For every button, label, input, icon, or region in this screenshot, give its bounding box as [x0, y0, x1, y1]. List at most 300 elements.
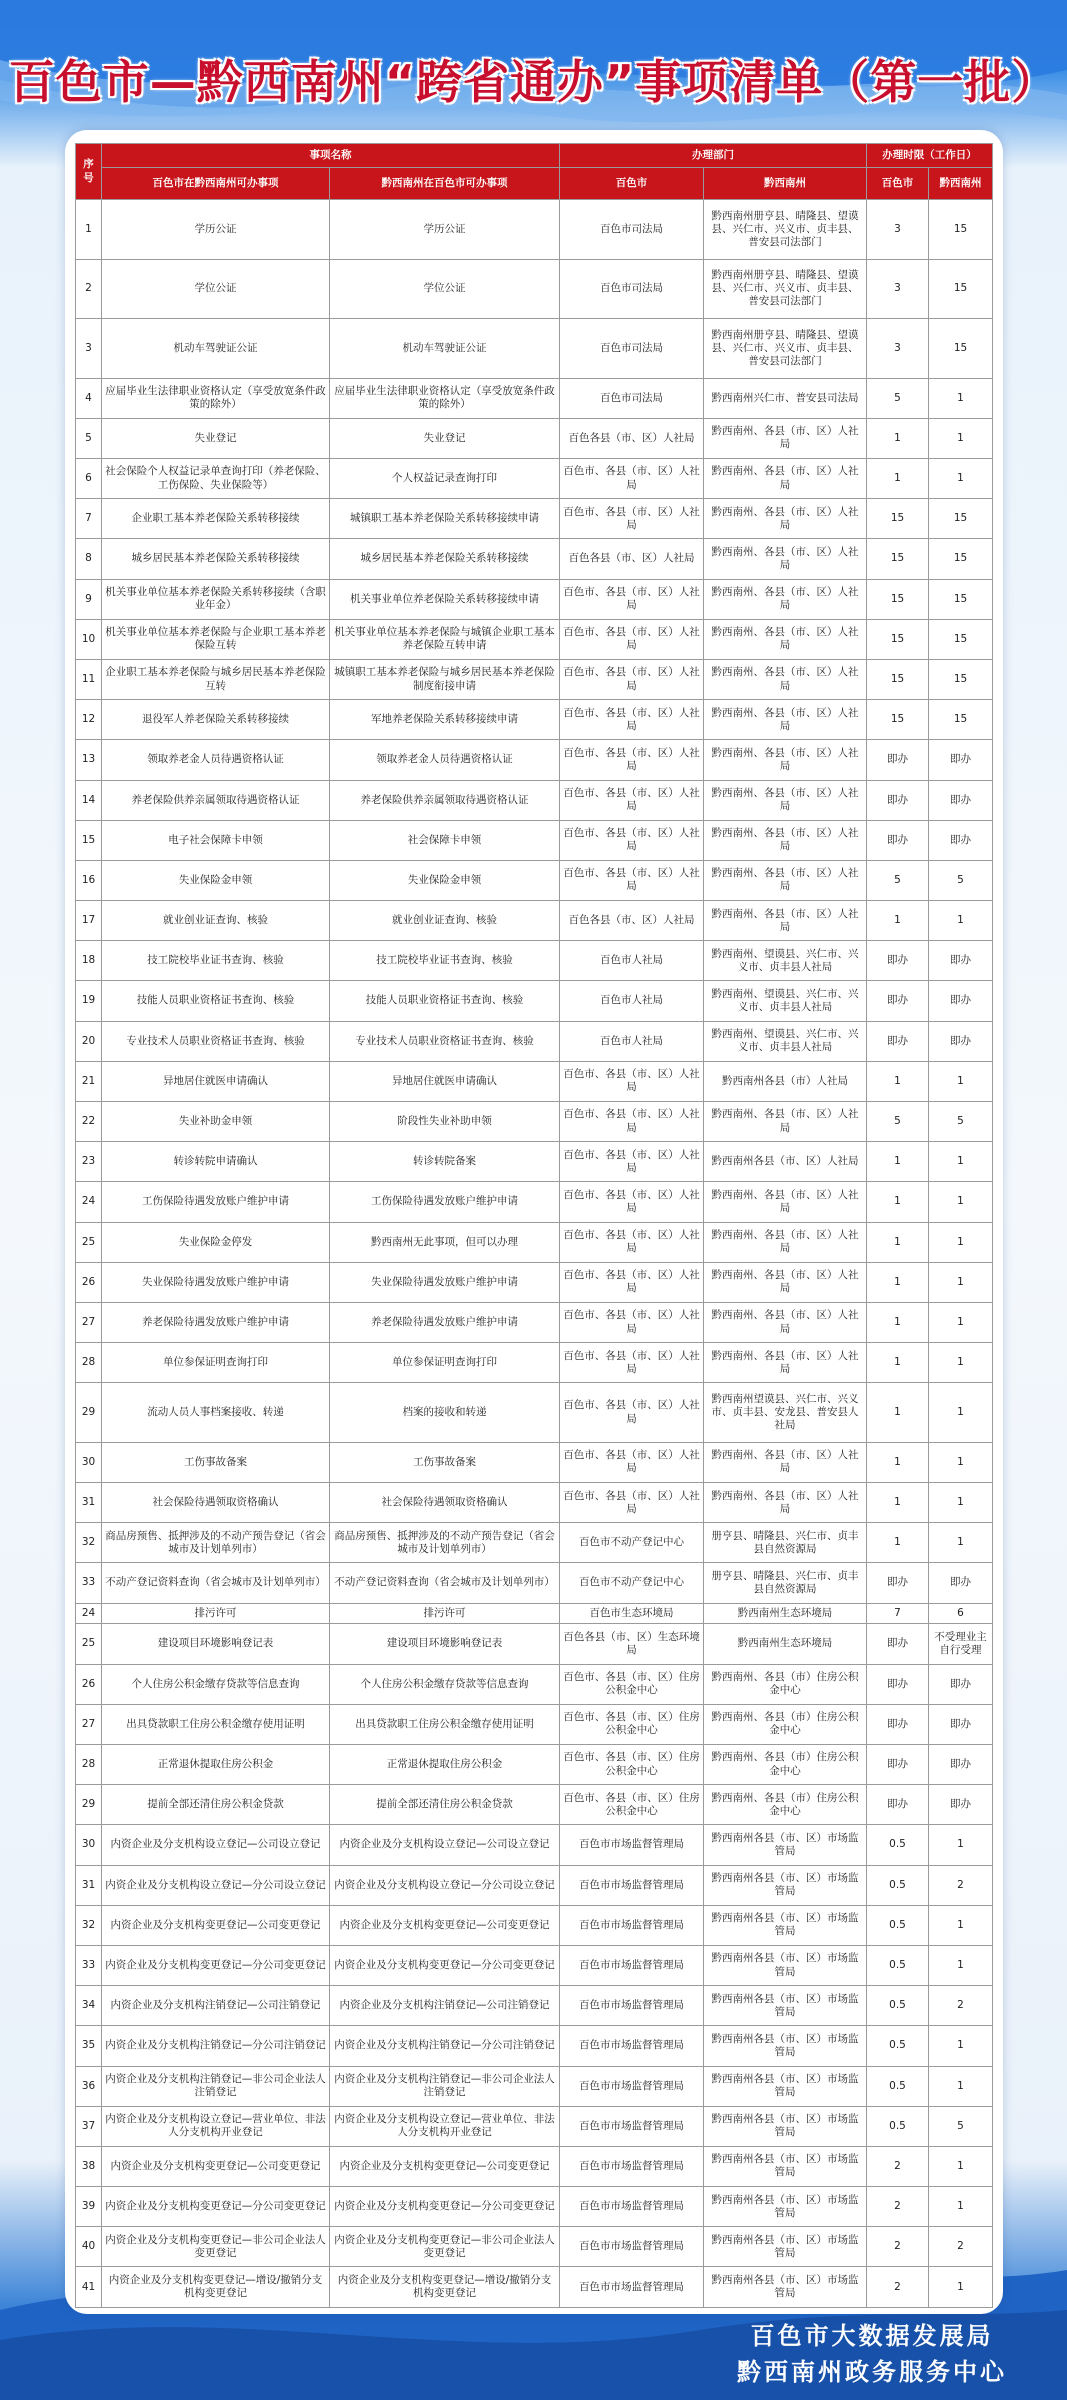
table-row	[76, 319, 993, 379]
time-qianxinan-cell: 2	[929, 1865, 993, 1905]
dept-qianxinan-cell: 黔西南州各县（市、区）市场监管局	[704, 1905, 867, 1945]
dept-qianxinan-cell: 黔西南州各县（市）人社局	[704, 1061, 867, 1101]
table-body	[76, 200, 993, 2308]
row-seq: 39	[76, 2187, 102, 2227]
dept-baise-cell: 百色市市场监督管理局	[560, 2267, 704, 2308]
table-row	[76, 1624, 993, 1664]
item-baise-cell: 养老保险待遇发放账户维护申请	[102, 1302, 330, 1342]
table-row	[76, 941, 993, 981]
page-title: 百色市—黔西南州“跨省通办”事项清单（第一批）	[8, 55, 1059, 109]
row-seq: 11	[76, 659, 102, 699]
table-row	[76, 1021, 993, 1061]
dept-baise-cell: 百色市市场监督管理局	[560, 2106, 704, 2146]
table-row	[76, 1785, 993, 1825]
time-qianxinan-cell: 15	[929, 200, 993, 260]
time-qianxinan-cell: 1	[929, 1523, 993, 1563]
item-qianxinan-cell: 提前全部还清住房公积金贷款	[330, 1785, 560, 1825]
dept-baise-cell: 百色市、各县（市、区）人社局	[560, 820, 704, 860]
time-baise-cell: 1	[867, 418, 929, 458]
dept-baise-cell: 百色市、各县（市、区）人社局	[560, 700, 704, 740]
row-seq: 16	[76, 860, 102, 900]
row-seq: 33	[76, 1945, 102, 1985]
dept-qianxinan-cell: 黔西南州、各县（市、区）人社局	[704, 780, 867, 820]
dept-baise-cell: 百色各县（市、区）生态环境局	[560, 1624, 704, 1664]
time-baise-cell: 15	[867, 700, 929, 740]
item-qianxinan-cell: 领取养老金人员待遇资格认证	[330, 740, 560, 780]
time-qianxinan-cell: 15	[929, 499, 993, 539]
dept-qianxinan-cell: 黔西南州各县（市、区）人社局	[704, 1142, 867, 1182]
item-qianxinan-cell: 内资企业及分支机构设立登记—分公司设立登记	[330, 1865, 560, 1905]
dept-qianxinan-cell: 黔西南州、各县（市、区）人社局	[704, 1222, 867, 1262]
table-row	[76, 418, 993, 458]
table-row	[76, 579, 993, 619]
dept-qianxinan-cell: 黔西南州、各县（市）住房公积金中心	[704, 1704, 867, 1744]
item-baise-cell: 内资企业及分支机构设立登记—营业单位、非法人分支机构开业登记	[102, 2106, 330, 2146]
dept-qianxinan-cell: 黔西南州、各县（市、区）人社局	[704, 820, 867, 860]
time-baise-cell: 3	[867, 259, 929, 319]
footer-organizations	[737, 2318, 1007, 2390]
item-baise-cell: 就业创业证查询、核验	[102, 901, 330, 941]
time-qianxinan-cell: 2	[929, 1986, 993, 2026]
dept-baise-cell: 百色市不动产登记中心	[560, 1563, 704, 1603]
time-qianxinan-cell: 15	[929, 700, 993, 740]
footer-org-qianxinan: 黔西南州政务服务中心	[737, 2358, 1007, 2386]
item-baise-cell: 专业技术人员职业资格证书查询、核验	[102, 1021, 330, 1061]
item-qianxinan-cell: 机关事业单位养老保险关系转移接续申请	[330, 579, 560, 619]
table-row	[76, 1664, 993, 1704]
table-row	[76, 2146, 993, 2186]
time-qianxinan-cell: 1	[929, 2267, 993, 2308]
item-baise-cell: 技工院校毕业证书查询、核验	[102, 941, 330, 981]
dept-qianxinan-cell: 黔西南州册亨县、晴隆县、望谟县、兴仁市、兴义市、贞丰县、普安县司法部门	[704, 319, 867, 379]
item-qianxinan-cell: 内资企业及分支机构变更登记—非公司企业法人变更登记	[330, 2227, 560, 2267]
item-qianxinan-cell: 内资企业及分支机构注销登记—公司注销登记	[330, 1986, 560, 2026]
time-qianxinan-cell: 1	[929, 459, 993, 499]
item-qianxinan-cell: 社会保险待遇领取资格确认	[330, 1483, 560, 1523]
time-baise-cell: 1	[867, 1302, 929, 1342]
time-baise-cell: 15	[867, 539, 929, 579]
table-row	[76, 1563, 993, 1603]
time-qianxinan-cell: 1	[929, 1142, 993, 1182]
dept-qianxinan-cell: 黔西南州各县（市、区）市场监管局	[704, 2106, 867, 2146]
dept-baise-cell: 百色市、各县（市、区）人社局	[560, 1061, 704, 1101]
time-baise-cell: 1	[867, 1061, 929, 1101]
dept-baise-cell: 百色市、各县（市、区）人社局	[560, 1222, 704, 1262]
time-qianxinan-cell: 2	[929, 2227, 993, 2267]
header-seq: 序号	[76, 144, 102, 200]
dept-qianxinan-cell: 黔西南州生态环境局	[704, 1603, 867, 1624]
time-baise-cell: 1	[867, 1442, 929, 1482]
time-baise-cell: 5	[867, 378, 929, 418]
header-item-baise: 百色市在黔西南州可办事项	[102, 168, 330, 200]
item-baise-cell: 电子社会保障卡申领	[102, 820, 330, 860]
item-qianxinan-cell: 异地居住就医申请确认	[330, 1061, 560, 1101]
row-seq: 20	[76, 1021, 102, 1061]
dept-qianxinan-cell: 黔西南州、望谟县、兴仁市、兴义市、贞丰县人社局	[704, 981, 867, 1021]
item-qianxinan-cell: 就业创业证查询、核验	[330, 901, 560, 941]
item-baise-cell: 社会保险待遇领取资格确认	[102, 1483, 330, 1523]
time-baise-cell: 即办	[867, 1664, 929, 1704]
time-baise-cell: 1	[867, 1142, 929, 1182]
item-qianxinan-cell: 养老保险待遇发放账户维护申请	[330, 1302, 560, 1342]
dept-baise-cell: 百色市市场监督管理局	[560, 1945, 704, 1985]
dept-baise-cell: 百色市、各县（市、区）人社局	[560, 1142, 704, 1182]
dept-baise-cell: 百色市、各县（市、区）人社局	[560, 860, 704, 900]
item-baise-cell: 排污许可	[102, 1603, 330, 1624]
row-seq: 27	[76, 1704, 102, 1744]
item-baise-cell: 企业职工基本养老保险关系转移接续	[102, 499, 330, 539]
time-baise-cell: 2	[867, 2267, 929, 2308]
dept-baise-cell: 百色市市场监督管理局	[560, 1986, 704, 2026]
item-qianxinan-cell: 内资企业及分支机构注销登记—分公司注销登记	[330, 2026, 560, 2066]
time-qianxinan-cell: 1	[929, 1061, 993, 1101]
item-qianxinan-cell: 城镇职工基本养老保险与城乡居民基本养老保险制度衔接申请	[330, 659, 560, 699]
time-qianxinan-cell: 即办	[929, 1704, 993, 1744]
row-seq: 34	[76, 1986, 102, 2026]
time-qianxinan-cell: 1	[929, 1302, 993, 1342]
time-qianxinan-cell: 15	[929, 659, 993, 699]
item-qianxinan-cell: 内资企业及分支机构变更登记—分公司变更登记	[330, 1945, 560, 1985]
dept-qianxinan-cell: 黔西南州兴仁市、普安县司法局	[704, 378, 867, 418]
item-qianxinan-cell: 学位公证	[330, 259, 560, 319]
time-baise-cell: 1	[867, 1222, 929, 1262]
table-row	[76, 780, 993, 820]
time-baise-cell: 5	[867, 1102, 929, 1142]
time-qianxinan-cell: 1	[929, 418, 993, 458]
dept-baise-cell: 百色市市场监督管理局	[560, 2227, 704, 2267]
table-row	[76, 1182, 993, 1222]
time-qianxinan-cell: 即办	[929, 1785, 993, 1825]
time-qianxinan-cell: 5	[929, 860, 993, 900]
dept-qianxinan-cell: 黔西南州、各县（市、区）人社局	[704, 459, 867, 499]
dept-qianxinan-cell: 册亨县、晴隆县、兴仁市、贞丰县自然资源局	[704, 1523, 867, 1563]
table-row	[76, 820, 993, 860]
time-qianxinan-cell: 1	[929, 1483, 993, 1523]
item-baise-cell: 学历公证	[102, 200, 330, 260]
item-qianxinan-cell: 技能人员职业资格证书查询、核验	[330, 981, 560, 1021]
dept-qianxinan-cell: 黔西南州、各县（市、区）人社局	[704, 1302, 867, 1342]
time-qianxinan-cell: 5	[929, 1102, 993, 1142]
item-qianxinan-cell: 学历公证	[330, 200, 560, 260]
time-qianxinan-cell: 即办	[929, 780, 993, 820]
table-row	[76, 619, 993, 659]
row-seq: 7	[76, 499, 102, 539]
time-baise-cell: 0.5	[867, 2066, 929, 2106]
time-baise-cell: 5	[867, 860, 929, 900]
item-qianxinan-cell: 内资企业及分支机构设立登记—营业单位、非法人分支机构开业登记	[330, 2106, 560, 2146]
dept-baise-cell: 百色市市场监督管理局	[560, 2187, 704, 2227]
time-qianxinan-cell: 即办	[929, 1021, 993, 1061]
dept-baise-cell: 百色市、各县（市、区）人社局	[560, 1343, 704, 1383]
dept-baise-cell: 百色市市场监督管理局	[560, 2066, 704, 2106]
row-seq: 10	[76, 619, 102, 659]
time-qianxinan-cell: 1	[929, 1182, 993, 1222]
item-qianxinan-cell: 技工院校毕业证书查询、核验	[330, 941, 560, 981]
table-row	[76, 378, 993, 418]
item-qianxinan-cell: 失业登记	[330, 418, 560, 458]
item-qianxinan-cell: 专业技术人员职业资格证书查询、核验	[330, 1021, 560, 1061]
time-baise-cell: 1	[867, 901, 929, 941]
table-row	[76, 1442, 993, 1482]
item-qianxinan-cell: 失业保险金申领	[330, 860, 560, 900]
header-dept-qianxinan: 黔西南州	[704, 168, 867, 200]
item-baise-cell: 机关事业单位基本养老保险关系转移接续（含职业年金）	[102, 579, 330, 619]
time-baise-cell: 2	[867, 2187, 929, 2227]
row-seq: 29	[76, 1383, 102, 1443]
dept-qianxinan-cell: 黔西南州、各县（市、区）人社局	[704, 700, 867, 740]
time-baise-cell: 1	[867, 1182, 929, 1222]
time-qianxinan-cell: 1	[929, 2187, 993, 2227]
item-qianxinan-cell: 建设项目环境影响登记表	[330, 1624, 560, 1664]
item-qianxinan-cell: 城乡居民基本养老保险关系转移接续	[330, 539, 560, 579]
table-row	[76, 539, 993, 579]
dept-baise-cell: 百色市、各县（市、区）人社局	[560, 579, 704, 619]
table-row	[76, 1483, 993, 1523]
dept-baise-cell: 百色市、各县（市、区）人社局	[560, 780, 704, 820]
row-seq: 2	[76, 259, 102, 319]
dept-baise-cell: 百色市、各县（市、区）人社局	[560, 1102, 704, 1142]
header-item-name: 事项名称	[102, 144, 560, 168]
item-qianxinan-cell: 内资企业及分支机构变更登记—公司变更登记	[330, 1905, 560, 1945]
table-row	[76, 1343, 993, 1383]
table-row	[76, 1603, 993, 1624]
table-row	[76, 200, 993, 260]
item-qianxinan-cell: 个人权益记录查询打印	[330, 459, 560, 499]
table-row	[76, 1222, 993, 1262]
row-seq: 32	[76, 1523, 102, 1563]
row-seq: 32	[76, 1905, 102, 1945]
item-qianxinan-cell: 排污许可	[330, 1603, 560, 1624]
time-baise-cell: 即办	[867, 1624, 929, 1664]
dept-qianxinan-cell: 黔西南州、各县（市、区）人社局	[704, 1182, 867, 1222]
item-qianxinan-cell: 个人住房公积金缴存贷款等信息查询	[330, 1664, 560, 1704]
item-qianxinan-cell: 不动产登记资料查询（省会城市及计划单列市）	[330, 1563, 560, 1603]
row-seq: 26	[76, 1664, 102, 1704]
header-department: 办理部门	[560, 144, 867, 168]
item-baise-cell: 提前全部还清住房公积金贷款	[102, 1785, 330, 1825]
item-baise-cell: 社会保险个人权益记录单查询打印（养老保险、工伤保险、失业保险等）	[102, 459, 330, 499]
time-baise-cell: 15	[867, 499, 929, 539]
time-baise-cell: 7	[867, 1603, 929, 1624]
row-seq: 25	[76, 1222, 102, 1262]
time-baise-cell: 1	[867, 1343, 929, 1383]
row-seq: 41	[76, 2267, 102, 2308]
row-seq: 22	[76, 1102, 102, 1142]
dept-baise-cell: 百色市市场监督管理局	[560, 1905, 704, 1945]
time-baise-cell: 0.5	[867, 1865, 929, 1905]
dept-qianxinan-cell: 黔西南州望谟县、兴仁市、兴义市、贞丰县、安龙县、普安县人社局	[704, 1383, 867, 1443]
item-baise-cell: 内资企业及分支机构变更登记—非公司企业法人变更登记	[102, 2227, 330, 2267]
row-seq: 5	[76, 418, 102, 458]
dept-baise-cell: 百色市生态环境局	[560, 1603, 704, 1624]
table-row	[76, 1704, 993, 1744]
item-baise-cell: 失业登记	[102, 418, 330, 458]
item-qianxinan-cell: 工伤保险待遇发放账户维护申请	[330, 1182, 560, 1222]
table-row	[76, 1383, 993, 1443]
table-row	[76, 981, 993, 1021]
item-qianxinan-cell: 出具贷款职工住房公积金缴存使用证明	[330, 1704, 560, 1744]
table-row	[76, 1945, 993, 1985]
time-qianxinan-cell: 即办	[929, 1563, 993, 1603]
item-qianxinan-cell: 正常退休提取住房公积金	[330, 1745, 560, 1785]
time-qianxinan-cell: 1	[929, 2026, 993, 2066]
dept-qianxinan-cell: 黔西南州、各县（市、区）人社局	[704, 539, 867, 579]
dept-baise-cell: 百色市人社局	[560, 1021, 704, 1061]
dept-baise-cell: 百色市不动产登记中心	[560, 1523, 704, 1563]
time-qianxinan-cell: 即办	[929, 941, 993, 981]
dept-baise-cell: 百色市人社局	[560, 941, 704, 981]
table-row	[76, 459, 993, 499]
item-qianxinan-cell: 单位参保证明查询打印	[330, 1343, 560, 1383]
time-qianxinan-cell: 1	[929, 1945, 993, 1985]
table-row	[76, 740, 993, 780]
table-row	[76, 499, 993, 539]
dept-qianxinan-cell: 黔西南州、各县（市、区）人社局	[704, 860, 867, 900]
row-seq: 36	[76, 2066, 102, 2106]
item-baise-cell: 机动车驾驶证公证	[102, 319, 330, 379]
item-baise-cell: 失业补助金申领	[102, 1102, 330, 1142]
dept-baise-cell: 百色市、各县（市、区）人社局	[560, 499, 704, 539]
time-baise-cell: 2	[867, 2227, 929, 2267]
time-qianxinan-cell: 15	[929, 319, 993, 379]
item-baise-cell: 应届毕业生法律职业资格认定（享受放宽条件政策的除外）	[102, 378, 330, 418]
dept-baise-cell: 百色各县（市、区）人社局	[560, 418, 704, 458]
time-baise-cell: 即办	[867, 820, 929, 860]
item-baise-cell: 内资企业及分支机构注销登记—分公司注销登记	[102, 2026, 330, 2066]
table-row	[76, 1102, 993, 1142]
time-baise-cell: 即办	[867, 941, 929, 981]
time-qianxinan-cell: 即办	[929, 1745, 993, 1785]
header-dept-baise: 百色市	[560, 168, 704, 200]
item-baise-cell: 内资企业及分支机构注销登记—非公司企业法人注销登记	[102, 2066, 330, 2106]
header-time-limit: 办理时限（工作日）	[867, 144, 993, 168]
row-seq: 1	[76, 200, 102, 260]
time-qianxinan-cell: 1	[929, 901, 993, 941]
dept-baise-cell: 百色市、各县（市、区）人社局	[560, 659, 704, 699]
item-baise-cell: 机关事业单位基本养老保险与企业职工基本养老保险互转	[102, 619, 330, 659]
row-seq: 33	[76, 1563, 102, 1603]
time-baise-cell: 即办	[867, 780, 929, 820]
row-seq: 3	[76, 319, 102, 379]
time-qianxinan-cell: 6	[929, 1603, 993, 1624]
row-seq: 37	[76, 2106, 102, 2146]
time-baise-cell: 1	[867, 1523, 929, 1563]
time-baise-cell: 15	[867, 619, 929, 659]
table-row	[76, 1262, 993, 1302]
row-seq: 31	[76, 1865, 102, 1905]
table-row	[76, 1302, 993, 1342]
dept-baise-cell: 百色市、各县（市、区）人社局	[560, 740, 704, 780]
time-baise-cell: 0.5	[867, 1986, 929, 2026]
table-row	[76, 1865, 993, 1905]
dept-baise-cell: 百色市、各县（市、区）人社局	[560, 1262, 704, 1302]
dept-qianxinan-cell: 黔西南州、各县（市）住房公积金中心	[704, 1745, 867, 1785]
time-baise-cell: 0.5	[867, 1945, 929, 1985]
item-qianxinan-cell: 商品房预售、抵押涉及的不动产预告登记（省会城市及计划单列市）	[330, 1523, 560, 1563]
item-baise-cell: 城乡居民基本养老保险关系转移接续	[102, 539, 330, 579]
item-list-table	[75, 143, 993, 2308]
time-qianxinan-cell: 即办	[929, 820, 993, 860]
time-baise-cell: 即办	[867, 1021, 929, 1061]
item-baise-cell: 单位参保证明查询打印	[102, 1343, 330, 1383]
time-baise-cell: 2	[867, 2146, 929, 2186]
item-qianxinan-cell: 机动车驾驶证公证	[330, 319, 560, 379]
table-row	[76, 1745, 993, 1785]
time-qianxinan-cell: 1	[929, 1222, 993, 1262]
dept-baise-cell: 百色市、各县（市、区）住房公积金中心	[560, 1745, 704, 1785]
dept-baise-cell: 百色市、各县（市、区）人社局	[560, 619, 704, 659]
dept-qianxinan-cell: 黔西南州各县（市、区）市场监管局	[704, 2267, 867, 2308]
dept-qianxinan-cell: 黔西南州各县（市、区）市场监管局	[704, 1825, 867, 1865]
time-qianxinan-cell: 1	[929, 1343, 993, 1383]
time-baise-cell: 即办	[867, 981, 929, 1021]
dept-baise-cell: 百色市人社局	[560, 981, 704, 1021]
row-seq: 24	[76, 1603, 102, 1624]
time-qianxinan-cell: 1	[929, 2146, 993, 2186]
table-row	[76, 1061, 993, 1101]
time-baise-cell: 0.5	[867, 2026, 929, 2066]
row-seq: 12	[76, 700, 102, 740]
time-qianxinan-cell: 1	[929, 378, 993, 418]
dept-baise-cell: 百色市、各县（市、区）住房公积金中心	[560, 1785, 704, 1825]
item-baise-cell: 技能人员职业资格证书查询、核验	[102, 981, 330, 1021]
dept-qianxinan-cell: 黔西南州各县（市、区）市场监管局	[704, 2146, 867, 2186]
table-row	[76, 2026, 993, 2066]
row-seq: 18	[76, 941, 102, 981]
row-seq: 17	[76, 901, 102, 941]
table-row	[76, 1142, 993, 1182]
dept-qianxinan-cell: 黔西南州、望谟县、兴仁市、兴义市、贞丰县人社局	[704, 1021, 867, 1061]
row-seq: 13	[76, 740, 102, 780]
item-baise-cell: 出具贷款职工住房公积金缴存使用证明	[102, 1704, 330, 1744]
dept-baise-cell: 百色市、各县（市、区）住房公积金中心	[560, 1664, 704, 1704]
table-row	[76, 2106, 993, 2146]
dept-qianxinan-cell: 黔西南州、各县（市、区）人社局	[704, 901, 867, 941]
time-baise-cell: 0.5	[867, 1825, 929, 1865]
dept-qianxinan-cell: 黔西南州、各县（市、区）人社局	[704, 1483, 867, 1523]
time-baise-cell: 0.5	[867, 1905, 929, 1945]
dept-qianxinan-cell: 黔西南州、各县（市、区）人社局	[704, 1262, 867, 1302]
dept-qianxinan-cell: 黔西南州各县（市、区）市场监管局	[704, 2187, 867, 2227]
dept-qianxinan-cell: 黔西南州各县（市、区）市场监管局	[704, 1945, 867, 1985]
time-baise-cell: 3	[867, 200, 929, 260]
dept-qianxinan-cell: 黔西南州、各县（市、区）人社局	[704, 1343, 867, 1383]
item-qianxinan-cell: 内资企业及分支机构注销登记—非公司企业法人注销登记	[330, 2066, 560, 2106]
item-baise-cell: 不动产登记资料查询（省会城市及计划单列市）	[102, 1563, 330, 1603]
item-baise-cell: 学位公证	[102, 259, 330, 319]
row-seq: 25	[76, 1624, 102, 1664]
row-seq: 35	[76, 2026, 102, 2066]
item-baise-cell: 企业职工基本养老保险与城乡居民基本养老保险互转	[102, 659, 330, 699]
dept-qianxinan-cell: 黔西南州、各县（市、区）人社局	[704, 1442, 867, 1482]
item-qianxinan-cell: 城镇职工基本养老保险关系转移接续申请	[330, 499, 560, 539]
dept-baise-cell: 百色市、各县（市、区）住房公积金中心	[560, 1704, 704, 1744]
item-qianxinan-cell: 内资企业及分支机构变更登记—公司变更登记	[330, 2146, 560, 2186]
dept-qianxinan-cell: 黔西南州、各县（市、区）人社局	[704, 579, 867, 619]
dept-baise-cell: 百色市、各县（市、区）人社局	[560, 1383, 704, 1443]
dept-qianxinan-cell: 黔西南州、各县（市、区）人社局	[704, 740, 867, 780]
item-qianxinan-cell: 内资企业及分支机构变更登记—分公司变更登记	[330, 2187, 560, 2227]
table-header	[76, 144, 993, 200]
row-seq: 29	[76, 1785, 102, 1825]
header-time-qianxinan: 黔西南州	[929, 168, 993, 200]
dept-baise-cell: 百色市、各县（市、区）人社局	[560, 1442, 704, 1482]
time-qianxinan-cell: 5	[929, 2106, 993, 2146]
item-baise-cell: 个人住房公积金缴存贷款等信息查询	[102, 1664, 330, 1704]
item-qianxinan-cell: 工伤事故备案	[330, 1442, 560, 1482]
row-seq: 38	[76, 2146, 102, 2186]
dept-baise-cell: 百色市市场监督管理局	[560, 2026, 704, 2066]
